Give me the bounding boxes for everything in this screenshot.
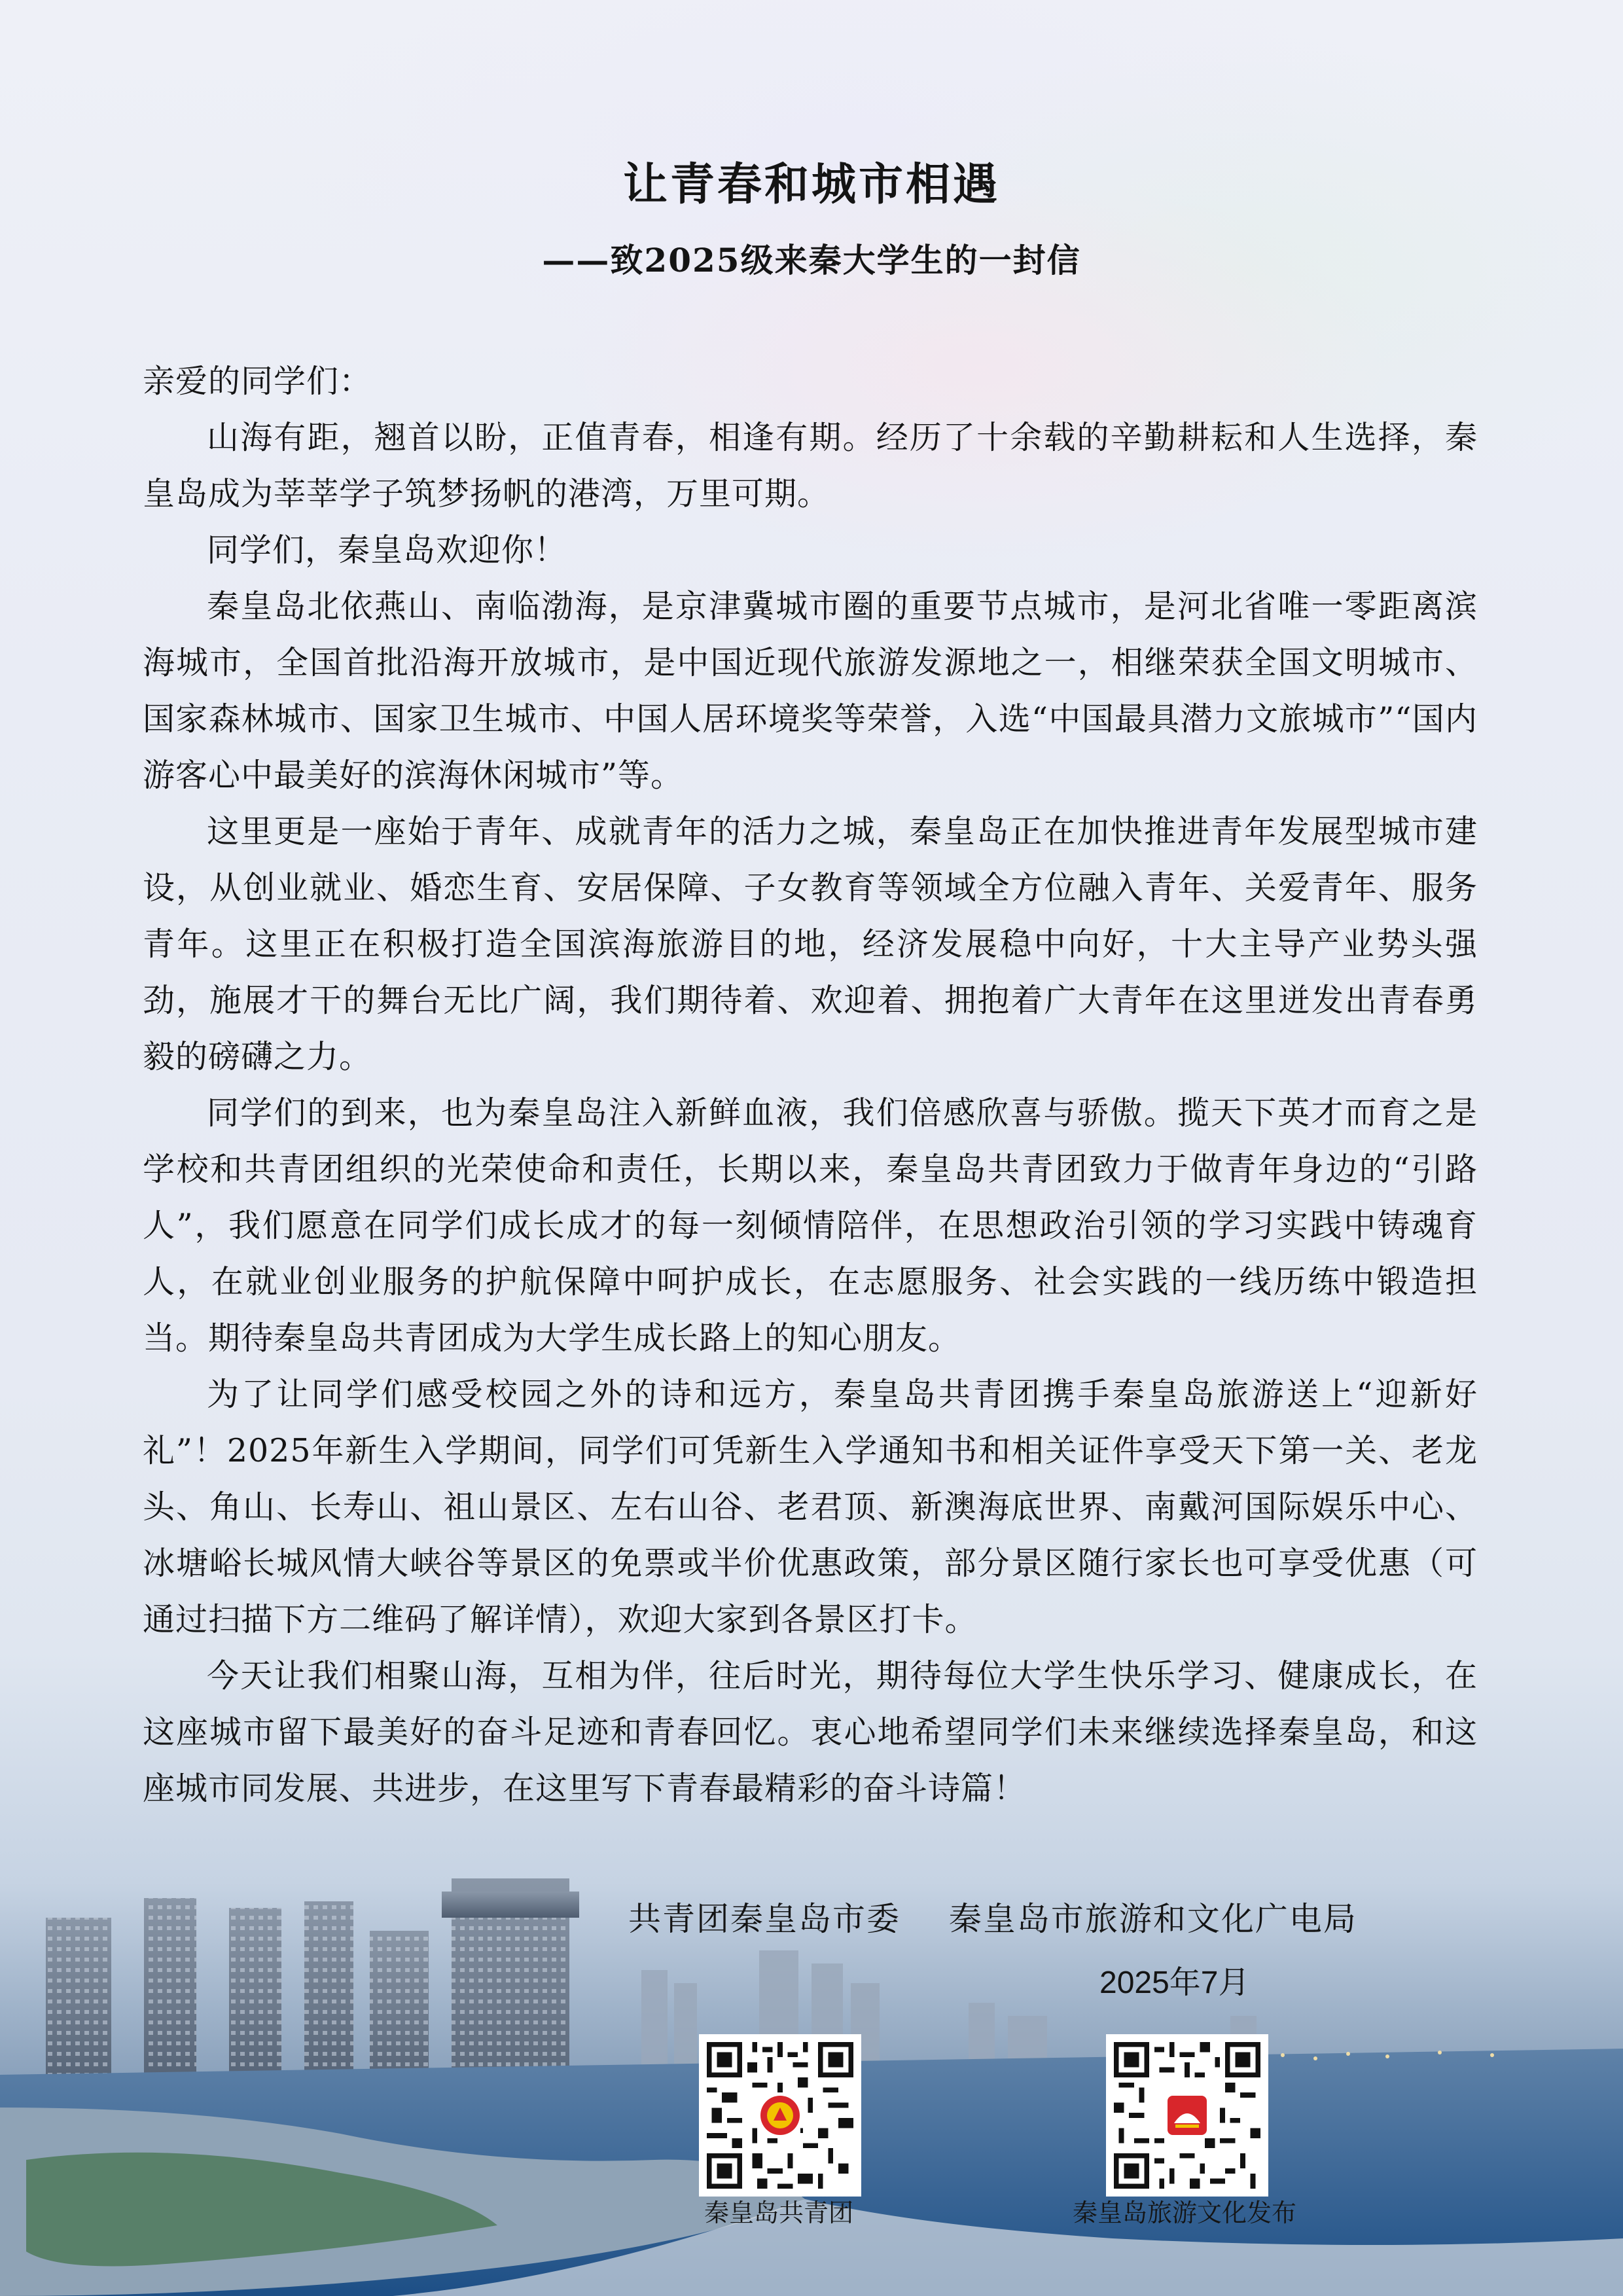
qr-caption-tourism: 秦皇岛旅游文化发布	[1072, 2198, 1296, 2227]
paragraph: 为了让同学们感受校园之外的诗和远方，秦皇岛共青团携手秦皇岛旅游送上“迎新好礼”！2025年新生入学期间，同学们可凭新生入学通知书和相关证件享受天下第一关、老龙头、角山、长寿山、祖山景区、左右山谷、老君顶、新澳海底世界、南戴河国际娱乐中心、冰塘峪长城风情大峡谷等景区的免票或半价优惠政策，部分景区随行家长也可享受优惠（可通过扫描下方二维码了解详情），欢迎大家到各景区打卡。	[143, 1376, 1478, 1638]
salutation: 亲爱的同学们：	[143, 363, 372, 400]
letter-subtitle: ——致2025级来秦大学生的一封信	[542, 241, 1081, 279]
letter-date: 2025年7月	[1099, 1965, 1250, 2000]
qr-code-youth-league[interactable]	[699, 2034, 861, 2197]
paragraph: 山海有距，翘首以盼，正值青春，相逢有期。经历了十余载的辛勤耕耘和人生选择，秦皇岛成为莘莘学子筑梦扬帆的港湾，万里可期。	[143, 419, 1478, 512]
paragraph: 同学们，秦皇岛欢迎你！	[207, 531, 567, 569]
paragraph: 这里更是一座始于青年、成就青年的活力之城，秦皇岛正在加快推进青年发展型城市建设，从创业就业、婚恋生育、安居保障、子女教育等领域全方位融入青年、关爱青年、服务青年。这里正在积极打造全国滨海旅游目的地，经济发展稳中向好，十大主导产业势头强劲，施展才干的舞台无比广阔，我们期待着、欢迎着、拥抱着广大青年在这里迸发出青春勇毅的磅礴之力。	[143, 813, 1478, 1075]
signature-block	[628, 1893, 1479, 1940]
qr-caption-youth-league: 秦皇岛共青团	[704, 2198, 853, 2227]
qr-code-tourism[interactable]	[1106, 2034, 1268, 2197]
paragraph: 同学们的到来，也为秦皇岛注入新鲜血液，我们倍感欣喜与骄傲。揽天下英才而育之是学校和共青团组织的光荣使命和责任，长期以来，秦皇岛共青团致力于做青年身边的“引路人”，我们愿意在同学们成长成才的每一刻倾情陪伴，在思想政治引领的学习实践中铸魂育人，在就业创业服务的护航保障中呵护成长，在志愿服务、社会实践的一线历练中锻造担当。期待秦皇岛共青团成为大学生成长路上的知心朋友。	[143, 1094, 1478, 1357]
paragraph: 秦皇岛北依燕山、南临渤海，是京津冀城市圈的重要节点城市，是河北省唯一零距离滨海城市，全国首批沿海开放城市，是中国近现代旅游发源地之一，相继荣获全国文明城市、国家森林城市、国家卫生城市、中国人居环境奖等荣誉，入选“中国最具潜力文旅城市”“国内游客心中最美好的滨海休闲城市”等。	[143, 588, 1478, 794]
letter-body	[143, 353, 1478, 1817]
tourism-logo-icon	[1166, 2094, 1208, 2136]
letter-title: 让青春和城市相遇	[622, 158, 1000, 211]
signer-youth-league: 共青团秦皇岛市委	[628, 1900, 901, 1938]
signer-tourism-bureau: 秦皇岛市旅游和文化广电局	[948, 1900, 1357, 1938]
youth-league-emblem-icon	[759, 2094, 801, 2136]
paragraph: 今天让我们相聚山海，互相为伴，往后时光，期待每位大学生快乐学习、健康成长，在这座城市留下最美好的奋斗足迹和青春回忆。衷心地希望同学们未来继续选择秦皇岛，和这座城市同发展、共进步，在这里写下青春最精彩的奋斗诗篇！	[143, 1657, 1478, 1807]
